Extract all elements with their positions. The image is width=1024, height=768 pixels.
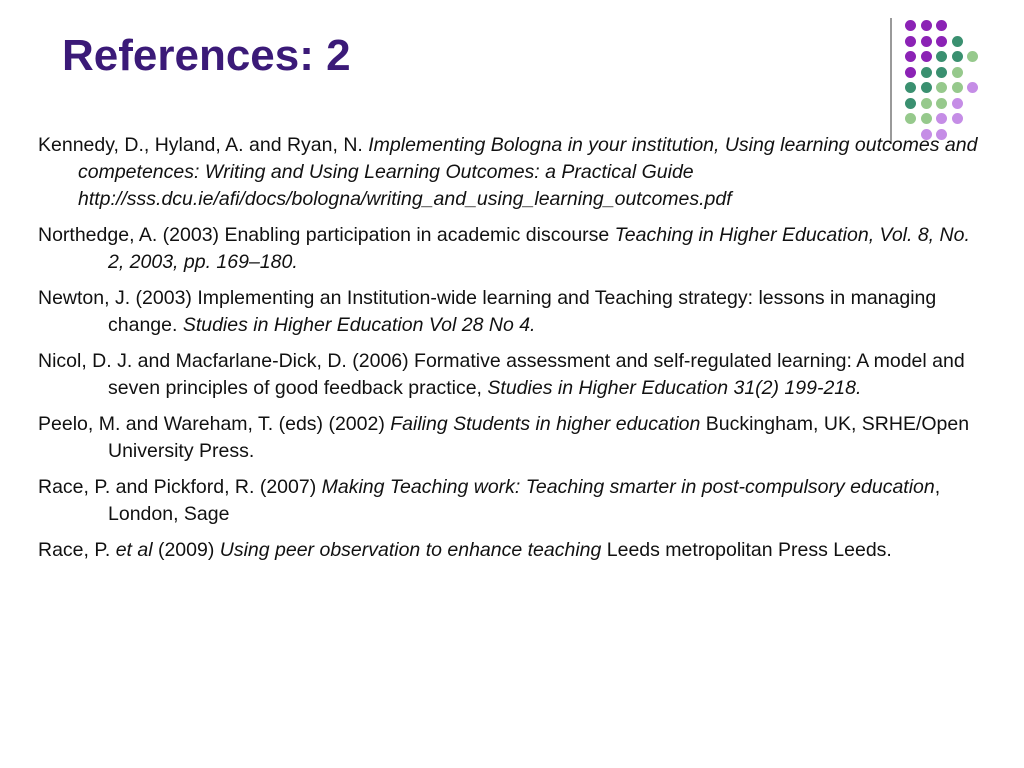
decorative-dot bbox=[952, 51, 963, 62]
reference-item bbox=[38, 285, 978, 339]
decorative-dot bbox=[921, 67, 932, 78]
decorative-dot bbox=[905, 51, 916, 62]
reference-text: Race, P. bbox=[38, 539, 116, 561]
decorative-dot bbox=[936, 36, 947, 47]
reference-item bbox=[38, 537, 978, 564]
decorative-dot bbox=[936, 20, 947, 31]
reference-italic-text: Using peer observation to enhance teaching bbox=[219, 539, 602, 561]
decorative-dot bbox=[952, 98, 963, 109]
reference-list bbox=[38, 132, 978, 573]
decorative-divider bbox=[890, 18, 892, 144]
reference-item bbox=[38, 474, 978, 528]
decorative-dot bbox=[936, 98, 947, 109]
reference-text: Nicol, D. J. and Macfarlane-Dick, D. (2006) Formative assessment and self-regulated learning: A model and seven principles of good feedback practice, bbox=[38, 350, 965, 399]
reference-text: Race, P. and Pickford, R. (2007) bbox=[38, 476, 322, 498]
decorative-dot bbox=[921, 51, 932, 62]
reference-italic-text: et al bbox=[115, 539, 153, 561]
decorative-dot bbox=[952, 82, 963, 93]
reference-text: Kennedy, D., Hyland, A. and Ryan, N. bbox=[38, 134, 369, 156]
decorative-dot bbox=[905, 82, 916, 93]
decorative-dot bbox=[905, 36, 916, 47]
reference-item bbox=[38, 411, 978, 465]
decorative-dot bbox=[905, 98, 916, 109]
reference-item bbox=[38, 348, 978, 402]
reference-text: Leeds metropolitan Press Leeds. bbox=[601, 539, 892, 561]
decorative-dot bbox=[921, 82, 932, 93]
decorative-dot bbox=[905, 67, 916, 78]
reference-italic-text: Making Teaching work: Teaching smarter in post-compulsory education bbox=[321, 476, 935, 498]
reference-item bbox=[38, 222, 978, 276]
decorative-dot bbox=[936, 51, 947, 62]
reference-text: Newton, J. (2003) Implementing an Institution-wide learning and Teaching strategy: lessons in managing change. bbox=[38, 287, 937, 336]
reference-text: Northedge, A. (2003) Enabling participation in academic discourse bbox=[38, 224, 615, 246]
decorative-dot bbox=[905, 20, 916, 31]
slide-title: References: 2 bbox=[62, 31, 351, 80]
decorative-dot bbox=[952, 67, 963, 78]
reference-italic-text: Implementing Bologna in your institution, Using learning outcomes and competences: Writing and Using Learning Outcomes: a Practical Guide http://sss.dcu.ie/afi/docs/bologna/writing_and_using_learning_outcomes.pdf bbox=[78, 134, 978, 210]
reference-item bbox=[38, 132, 978, 213]
decorative-dot bbox=[921, 36, 932, 47]
decorative-dot bbox=[936, 82, 947, 93]
decorative-dot bbox=[952, 36, 963, 47]
reference-text: , London, Sage bbox=[108, 476, 941, 525]
reference-italic-text: Studies in Higher Education Vol 28 No 4. bbox=[182, 314, 536, 336]
reference-italic-text: Failing Students in higher education bbox=[390, 413, 701, 435]
reference-text: Peelo, M. and Wareham, T. (eds) (2002) bbox=[38, 413, 391, 435]
reference-italic-text: Teaching in Higher Education, Vol. 8, No. 2, 2003, pp. 169–180. bbox=[108, 224, 970, 273]
decorative-dot bbox=[905, 113, 916, 124]
decorative-dot bbox=[952, 113, 963, 124]
decorative-dot bbox=[967, 51, 978, 62]
decorative-dot bbox=[921, 113, 932, 124]
reference-text: Buckingham, UK, SRHE/Open University Press. bbox=[108, 413, 970, 462]
decorative-dot bbox=[921, 98, 932, 109]
decorative-dot bbox=[921, 20, 932, 31]
decorative-dot bbox=[936, 67, 947, 78]
decorative-dot bbox=[936, 113, 947, 124]
reference-text: (2009) bbox=[152, 539, 220, 561]
decorative-dot bbox=[967, 82, 978, 93]
reference-italic-text: Studies in Higher Education 31(2) 199-218. bbox=[487, 377, 862, 399]
decorative-dot-grid bbox=[905, 20, 985, 150]
